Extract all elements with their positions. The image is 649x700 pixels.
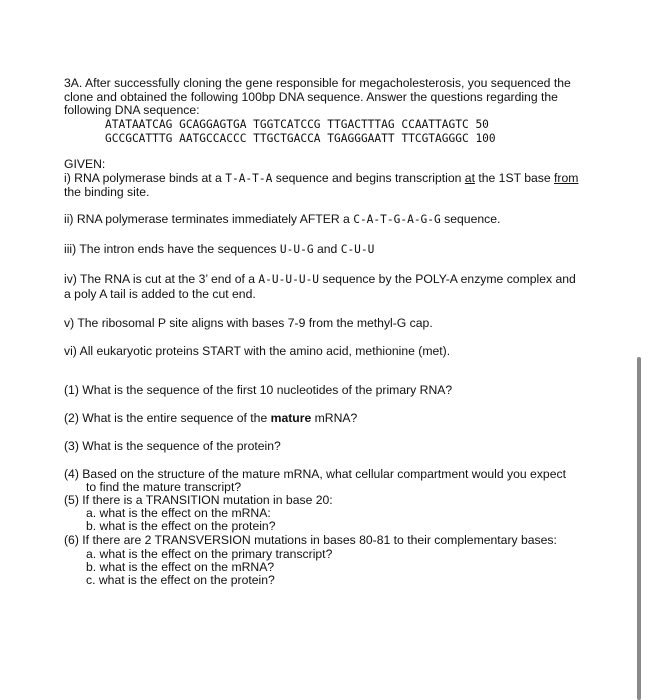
dna-sequence-row-2: GCCGCATTTG AATGCCACCC TTGCTGACCA TGAGGGAATT TTCGTAGGGC 100 (105, 132, 496, 145)
question-2-text-b: mRNA? (311, 411, 358, 425)
question-4-continued: to find the mature transcript? (86, 480, 242, 494)
question-6-b: b. what is the effect on the mRNA? (86, 560, 275, 574)
intro-line-2: clone and obtained the following 100bp DNA sequence. Answer the questions regarding the (64, 90, 558, 104)
question-6-c: c. what is the effect on the protein? (86, 573, 275, 587)
given-iii-text-a: iii) The intron ends have the sequences (64, 242, 280, 256)
question-3: (3) What is the sequence of the protein? (64, 439, 281, 453)
question-4: (4) Based on the structure of the mature mRNA, what cellular compartment would you expect (64, 467, 566, 481)
question-5: (5) If there is a TRANSITION mutation in base 20: (64, 493, 333, 507)
question-5-a: a. what is the effect on the mRNA: (86, 506, 271, 520)
given-v: v) The ribosomal P site aligns with bases 7-9 from the methyl-G cap. (64, 316, 433, 330)
question-2-text-a: (2) What is the entire sequence of the (64, 411, 271, 425)
given-iii-code-1: U-U-G (279, 243, 314, 256)
given-vi: vi) All eukaryotic proteins START with the amino acid, methionine (met). (64, 344, 451, 358)
given-iii (64, 243, 374, 257)
given-iii-code-2: C-U-U (340, 243, 375, 256)
given-i-text-c: the 1ST base (474, 171, 555, 185)
question-2-bold: mature (270, 411, 312, 425)
intro-line-1: 3A. After successfully cloning the gene responsible for megacholesterosis, you sequenced the (64, 76, 571, 90)
intro-line-3: following DNA sequence: (64, 103, 200, 117)
question-1: (1) What is the sequence of the first 10 nucleotides of the primary RNA? (64, 383, 453, 397)
given-i-text-b: sequence and begins transcription (272, 171, 465, 185)
given-i-continued: the binding site. (64, 185, 150, 199)
given-i (64, 172, 578, 186)
question-6-a: a. what is the effect on the primary transcript? (86, 547, 333, 561)
given-iv (64, 273, 576, 287)
given-iv-code: A-U-U-U-U (258, 273, 320, 286)
given-i-at: at (464, 171, 475, 185)
question-5-b: b. what is the effect on the protein? (86, 519, 276, 533)
vertical-scrollbar[interactable] (637, 357, 641, 700)
given-iv-text-a: iv) The RNA is cut at the 3’ end of a (64, 272, 259, 286)
dna-sequence-row-1: ATATAATCAG GCAGGAGTGA TGGTCATCCG TTGACTTTAG CCAATTAGTC 50 (105, 118, 489, 131)
given-ii-code: C-A-T-G-A-G-G (353, 213, 441, 226)
question-6: (6) If there are 2 TRANSVERSION mutations in bases 80-81 to their complementary bases: (64, 533, 557, 547)
question-2 (64, 412, 357, 426)
given-iii-and: and (313, 242, 341, 256)
given-ii-text-b: sequence. (440, 212, 501, 226)
given-iv-text-b: sequence by the POLY-A enzyme complex and (319, 272, 576, 286)
given-ii (64, 213, 500, 227)
given-i-from: from (554, 171, 579, 185)
given-iv-continued: a poly A tail is added to the cut end. (64, 287, 256, 301)
given-i-text-a: i) RNA polymerase binds at a (64, 171, 226, 185)
given-ii-text-a: ii) RNA polymerase terminates immediately AFTER a (64, 212, 354, 226)
given-i-code: T-A-T-A (225, 172, 273, 185)
given-heading: GIVEN: (64, 157, 106, 171)
